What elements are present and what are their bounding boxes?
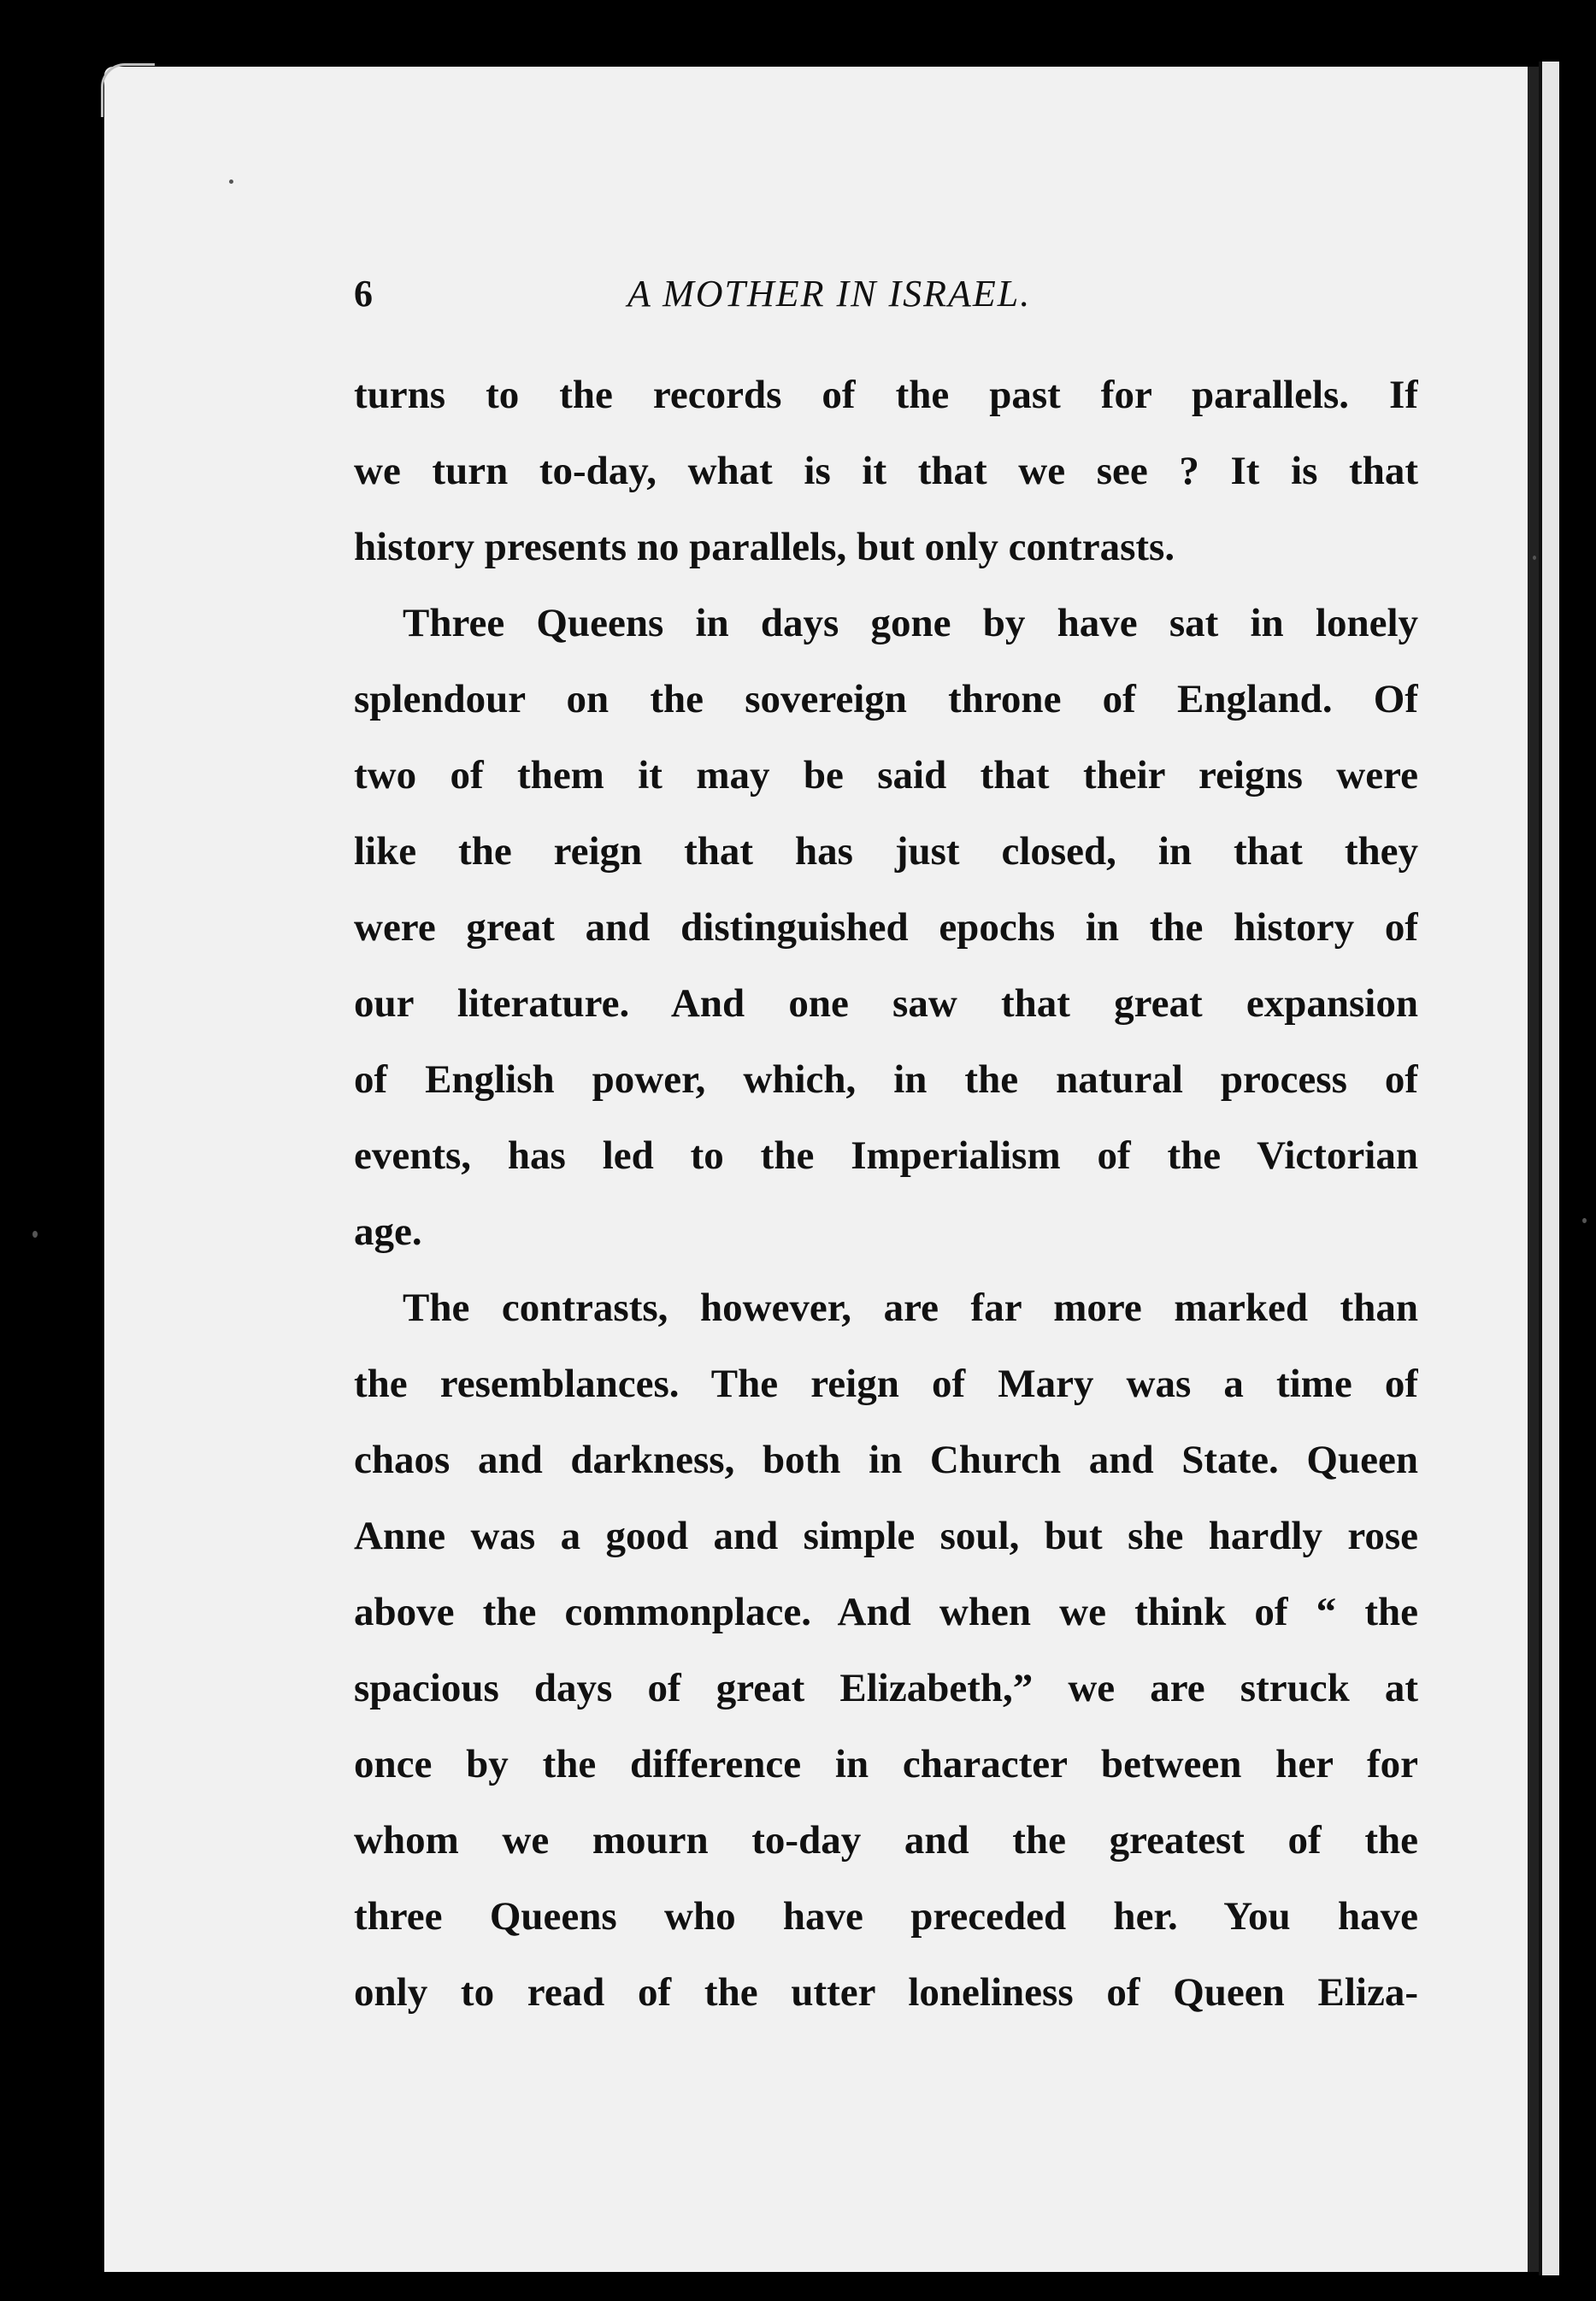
page-edge-shadow bbox=[1528, 67, 1539, 2272]
text-line: Three Queens in days gone by have sat in lonely bbox=[403, 601, 1418, 645]
page-number: 6 bbox=[354, 273, 373, 315]
dust-speck bbox=[229, 179, 233, 184]
text-line: spacious days of great Elizabeth,” we are struck at bbox=[354, 1666, 1418, 1710]
text-line: splendour on the sovereign throne of England. Of bbox=[354, 677, 1418, 721]
text-line: two of them it may be said that their reigns were bbox=[354, 753, 1418, 797]
text-line: like the reign that has just closed, in that they bbox=[354, 829, 1418, 874]
text-line: only to read of the utter loneliness of Queen Eliza- bbox=[354, 1970, 1418, 2015]
text-line: Anne was a good and simple soul, but she hardly rose bbox=[354, 1514, 1418, 1558]
body-text bbox=[354, 357, 1418, 2031]
text-line: whom we mourn to-day and the greatest of the bbox=[354, 1818, 1418, 1863]
text-line: the resemblances. The reign of Mary was a time of bbox=[354, 1362, 1418, 1406]
text-line: chaos and darkness, both in Church and State. Queen bbox=[354, 1438, 1418, 1482]
text-line: our literature. And one saw that great expansion bbox=[354, 981, 1418, 1026]
text-line: age. bbox=[354, 1209, 422, 1254]
next-page-edge bbox=[1539, 62, 1559, 2275]
text-line: turns to the records of the past for parallels. If bbox=[354, 373, 1418, 417]
text-line: were great and distinguished epochs in the history of bbox=[354, 905, 1418, 950]
running-title: A MOTHER IN ISRAEL. bbox=[627, 273, 1032, 315]
dust-speck bbox=[1533, 556, 1536, 560]
text-line: above the commonplace. And when we think of “ the bbox=[354, 1590, 1418, 1634]
text-line: of English power, which, in the natural process of bbox=[354, 1057, 1418, 1102]
text-line: history presents no parallels, but only contrasts. bbox=[354, 525, 1175, 569]
text-line: three Queens who have preceded her. You have bbox=[354, 1894, 1418, 1939]
dust-speck bbox=[1582, 1218, 1587, 1223]
text-line: The contrasts, however, are far more marked than bbox=[403, 1286, 1418, 1330]
running-head bbox=[354, 272, 1416, 323]
dust-speck bbox=[32, 1231, 38, 1238]
page-corner bbox=[101, 63, 155, 117]
text-line: we turn to-day, what is it that we see ? It is that bbox=[354, 449, 1418, 493]
text-line: events, has led to the Imperialism of the Victorian bbox=[354, 1133, 1418, 1178]
text-line: once by the difference in character between her for bbox=[354, 1742, 1418, 1786]
